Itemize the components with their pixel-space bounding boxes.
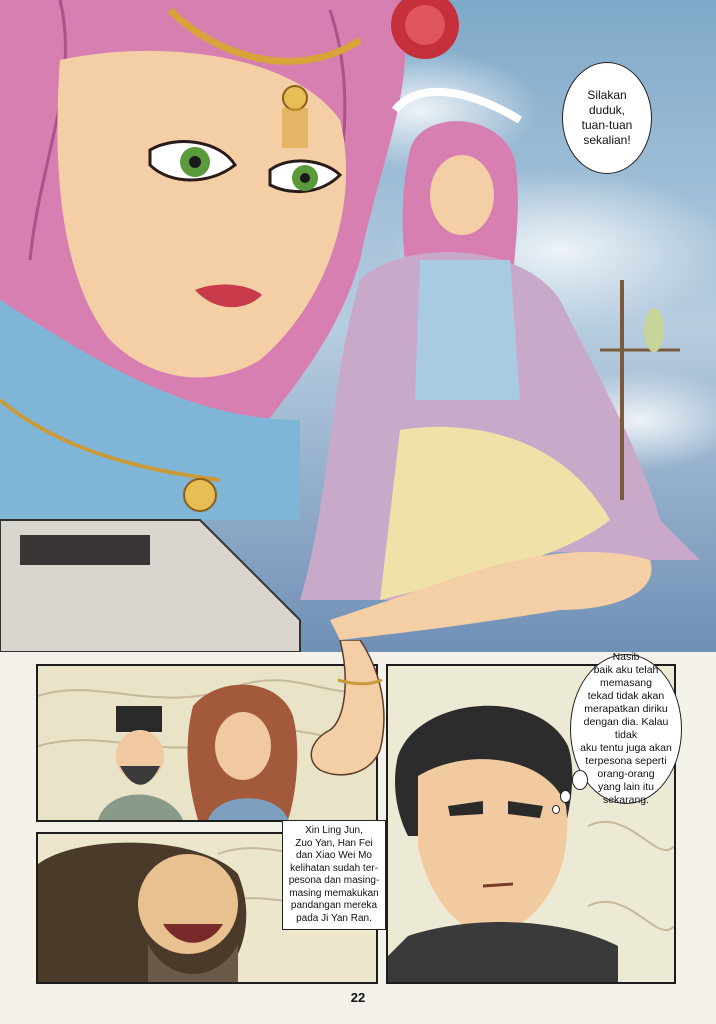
thought-line: aku tentu juga akan [580,742,672,754]
caption-line: dan Xiao Wei Mo [296,850,372,861]
man-hat [116,706,162,732]
woman-top [415,260,520,400]
thought-line: terpesona seperti [585,755,667,767]
thought-line: orang-orang [597,768,655,780]
speech-line: sekalian! [583,133,631,147]
speech-bubble [562,62,652,174]
thought-dot [560,790,571,803]
caption-line: kelihatan sudah ter- [290,862,378,874]
woman-foot-overlay [300,640,410,780]
bird [644,308,664,352]
thought-line: dengan dia. Kalau tidak [583,716,669,741]
speech-line: Silakan [587,88,627,102]
page-number: 22 [350,990,366,1005]
thought-line: Nasib [612,651,640,663]
caption-box [282,820,386,930]
thought-line: merapatkan diriku [584,703,668,715]
thought-dot [552,805,560,814]
caption-line: pada Ji Yan Ran. [296,912,372,924]
young-man-mouth [483,884,513,886]
thought-line: memasang [600,677,652,689]
thought-line: yang lain itu [597,781,655,793]
thought-line: tekad tidak akan [587,690,665,702]
caption-line: masing memakukan [289,887,379,899]
caption-line: Xin Ling Jun, [305,825,363,836]
speech-line: duduk, [588,103,626,117]
caption-line: pandangan mereka [290,900,378,911]
caption-line: pesona dan masing- [288,875,380,886]
thought-text [580,651,672,807]
thought-dot [572,770,588,790]
collar-brooch [184,479,216,511]
thought-line: sekarang. [602,794,650,806]
woman-face [430,155,494,235]
speech-line: tuan-tuan [581,118,633,132]
man-face [215,712,271,780]
thought-line: baik aku telah [593,664,659,676]
tiara-jewel [283,86,307,110]
caption-line: Zuo Yan, Han Fei [295,837,373,849]
